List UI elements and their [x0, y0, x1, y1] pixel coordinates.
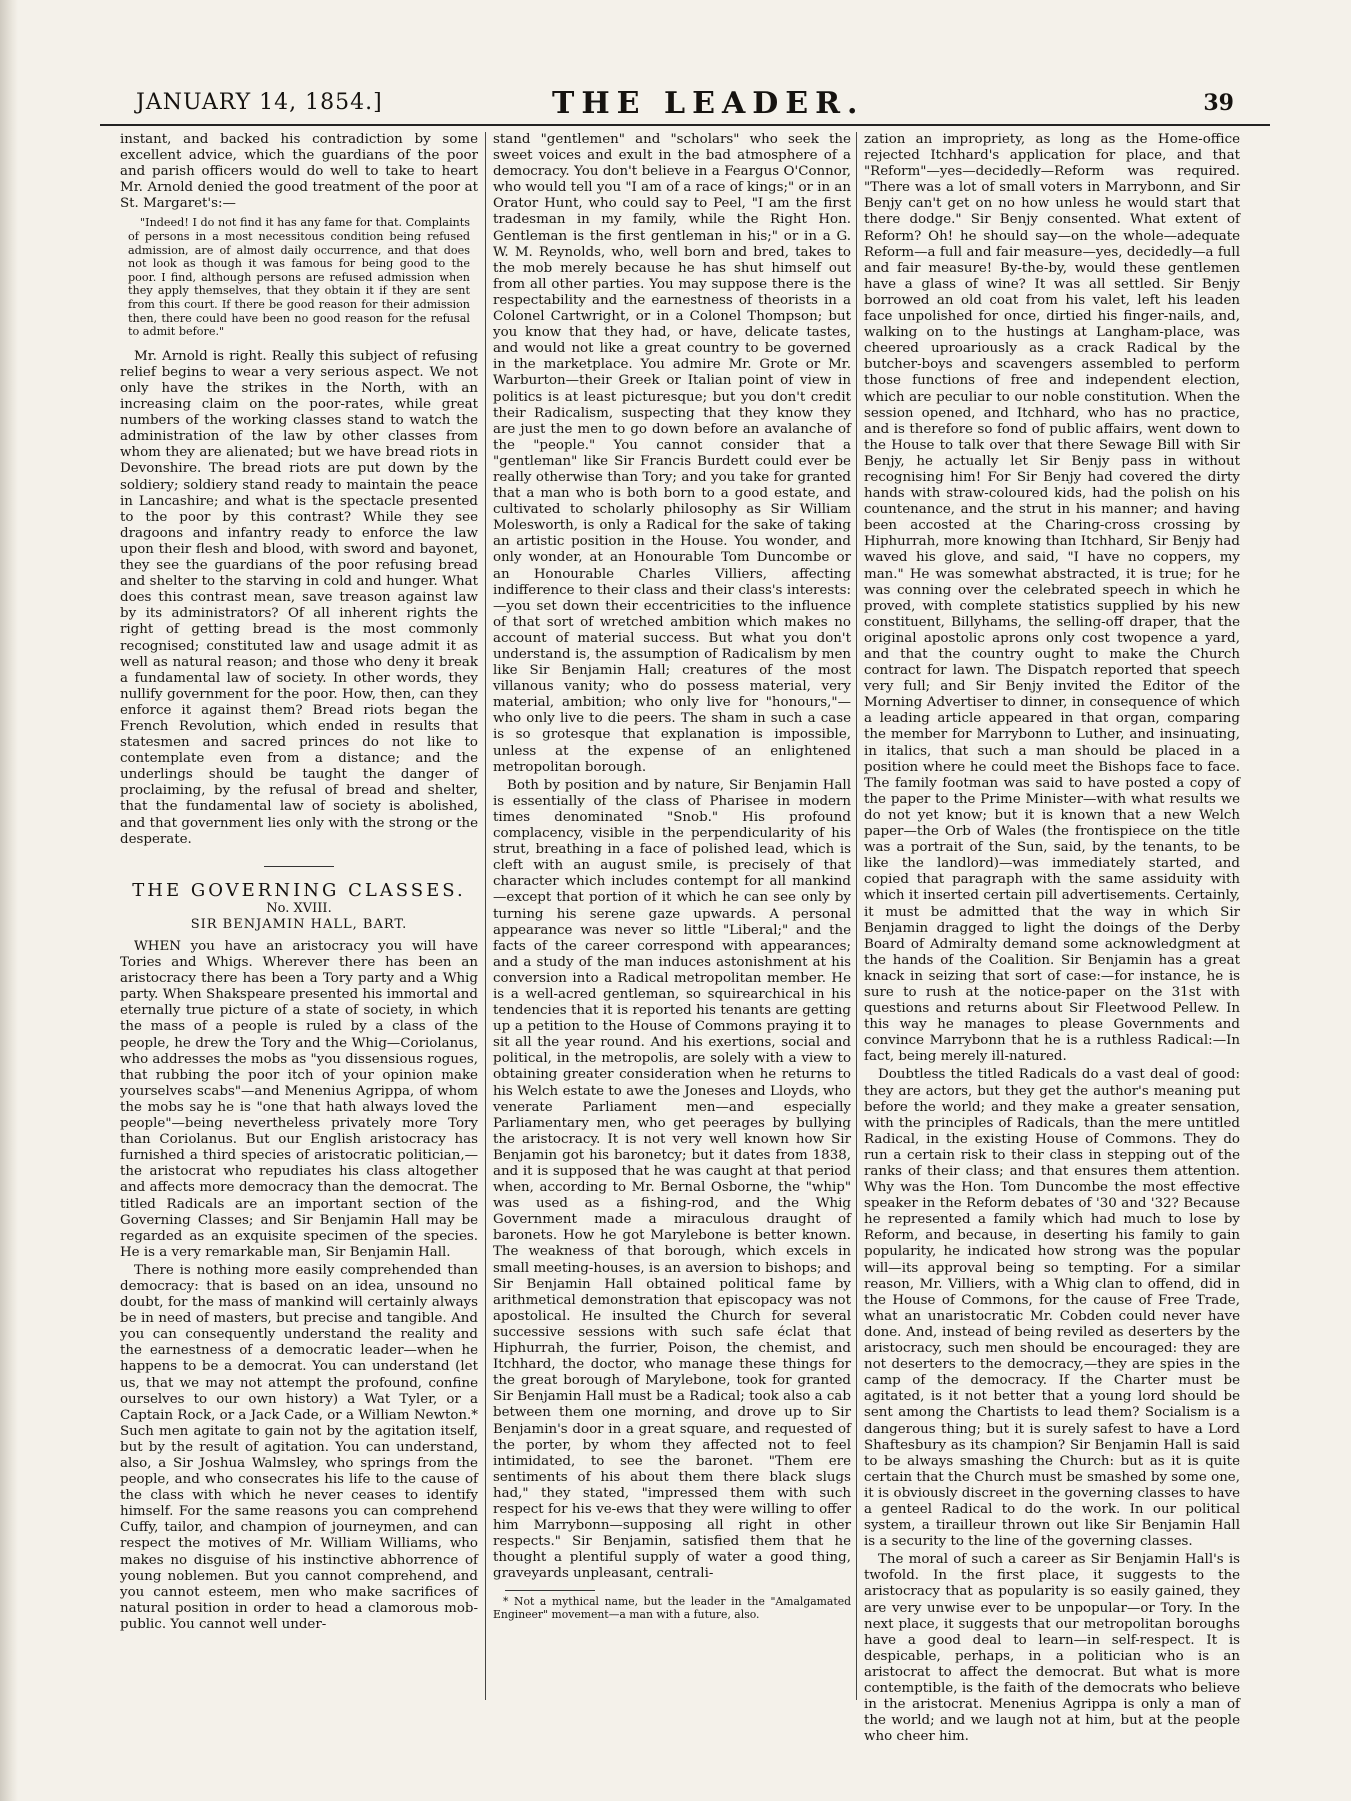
- column-rule: [485, 132, 486, 1700]
- paragraph: There is nothing more easily comprehended than democracy: that is based on an idea, unsound no doubt, for the mass of mankind will certainly always be in need of masters, but precise and tangible. And you can consequently understand the reality and the earnestness of a democratic leader—when he happens to be a democrat. You can understand (let us, that we may not attempt the profound, confine ourselves to our own history) a Wat Tyler, or a Captain Rock, or a Jack Cade, or a William Newton.* Such men agitate to gain not by the agitation itself, but by the result of agitation. You can understand, also, a Sir Joshua Walmsley, who springs from the people, and who consecrates his life to the cause of the class with which he never ceases to identify himself. For the same reasons you can comprehend Cuffy, tailor, and champion of journeymen, and can respect the motives of Mr. William Williams, who makes no disguise of his instinctive abhorrence of young noblemen. But you cannot comprehend, and you cannot esteem, men who make sacrifices of natural position in order to head a clamorous mob-public. You cannot well under-: [120, 1262, 478, 1632]
- paragraph: Doubtless the titled Radicals do a vast deal of good: they are actors, but they get the author's meaning put before the world; and they make a greater sensation, with the principles of Radicals, than the mere untitled Radical, in the existing House of Commons. They do run a certain risk to their class in stepping out of the ranks of their class; and that ensures them attention. Why was the Hon. Tom Duncombe the most effective speaker in the Reform debates of '30 and '32? Because he represented a family which had much to lose by Reform, and because, in deserting his family to gain popularity, he indicated how strong was the popular will—its approval being so tempting. For a similar reason, Mr. Villiers, with a Whig clan to offend, did in the House of Commons, for the cause of Free Trade, what an unaristocratic Mr. Cobden could never have done. And, instead of being reviled as deserters by the aristocracy, such men should be encouraged: they are not deserters to the democracy,—they are spies in the camp of the democracy. If the Charter must be agitated, is it not better that a young lord should be sent among the Chartists to lead them? Socialism is a dangerous thing; but it is surely safest to have a Lord Shaftesbury as its champion? Sir Benjamin Hall is said to be always smashing the Church: but as it is quite certain that the Church must be smashed by some one, it is obviously discreet in the governing classes to have a genteel Radical to do the work. In our political system, a tirailleur thrown out like Sir Benjamin Hall is a security to the line of the governing classes.: [864, 1067, 1240, 1550]
- paragraph: The moral of such a career as Sir Benjamin Hall's is twofold. In the first place, it suggests to the aristocracy that as popularity is so easily gained, they are very unwise ever to be unpopular—or Tory. In the next place, it suggests that our metropolitan boroughs have a good deal to learn—in self-respect. It is despicable, perhaps, in a politician who is an aristocrat to affect the democrat. But what is more contemptible, is the faith of the democrats who believe in the aristocrat. Menenius Agrippa is only a man of the world; and we laugh not at him, but at the people who cheer him.: [864, 1552, 1240, 1745]
- column-1: [120, 132, 478, 1732]
- newspaper-title: THE LEADER.: [552, 86, 865, 121]
- scan-edge: [0, 0, 18, 1801]
- paragraph: stand "gentlemen" and "scholars" who seek the sweet voices and exult in the bad atmosphere of a democracy. You don't believe in a Feargus O'Connor, who would tell you "I am of a race of kings;" or in an Orator Hunt, who could say to Peel, "I am the first tradesman in my family, while the Right Hon. Gentleman is the first gentleman in his;" or in a G. W. M. Reynolds, who, well born and bred, takes to the mob merely because he has shut himself out from all other parties. You may suppose there is the respectability and the earnestness of theorists in a Colonel Cartwright, or in a Colonel Thompson; but you know that they had, or have, delicate tastes, and would not like a great country to be governed in the marketplace. You admire Mr. Grote or Mr. Warburton—their Greek or Italian point of view in politics is at least picturesque; but you don't credit their Radicalism, suspecting that they know they are just the men to go down before an avalanche of the "people." You cannot consider that a "gentleman" like Sir Francis Burdett could ever be really otherwise than Tory; and you take for granted that a man who is both born to a good estate, and cultivated to scholarly philosophy as Sir William Molesworth, is only a Radical for the sake of taking an artistic position in the House. You wonder, and only wonder, at an Honourable Tom Duncombe or an Honourable Charles Villiers, affecting indifference to their class and their class's interests:—you set down their eccentricities to the influence of that sort of wretched ambition which makes no account of material success. But what you don't understand is, the assumption of Radicalism by men like Sir Benjamin Hall; creatures of the most villanous vanity; who do possess material, very material, ambition; who only live for "honours,"—who only live to die peers. The sham in such a case is so grotesque that explanation is impossible, unless at the expense of an enlightened metropolitan borough.: [493, 132, 851, 775]
- column-2: [493, 132, 851, 1732]
- footnote: * Not a mythical name, but the leader in the "Amalgamated Engineer" movement—a man with a future, also.: [493, 1595, 851, 1622]
- column-rule: [856, 132, 857, 1700]
- newspaper-page: [100, 84, 1270, 1784]
- paragraph: Both by position and by nature, Sir Benjamin Hall is essentially of the class of Pharisee in modern times denominated "Snob." His profound complacency, visible in the perpendicularity of his strut, breathing in a face of polished lead, which is cleft with an august smile, is precisely of that character which includes contempt for all mankind—except that portion of it which he can see only by turning his serene gaze upwards. A personal appearance was never so little "Liberal;" and the facts of the career correspond with appearances; and a study of the man induces astonishment at his conversion into a Radical metropolitan member. He is a well-acred gentleman, so squirearchical in his tendencies that it is reported his tenants are getting up a petition to the House of Commons praying it to sit all the year round. And his exertions, social and political, in the metropolis, are solely with a view to obtaining greater consideration when he returns to his Welch estate to awe the Joneses and Lloyds, who venerate Parliament men—and especially Parliamentary men, who get peerages by bullying the aristocracy. It is not very well known how Sir Benjamin got his baronetcy; but it dates from 1838, and it is supposed that he was caught at that period when, according to Mr. Bernal Osborne, the "whip" was used as a fishing-rod, and the Whig Government made a miraculous draught of baronets. How he got Marylebone is better known. The weakness of that borough, which excels in small meeting-houses, is an aversion to bishops; and Sir Benjamin Hall obtained political fame by arithmetical demonstration that episcopacy was not apostolical. He insulted the Church for several successive sessions with such safe éclat that Hiphurrah, the furrier, Poison, the chemist, and Itchhard, the doctor, who manage these things for the great borough of Marylebone, took for granted Sir Benjamin Hall must be a Radical; took also a cab between them one morning, and drove up to Sir Benjamin's door in a great square, and requested of the porter, by whom they affected not to feel intimidated, to see the baronet. "Them ere sentiments of his about them there black slugs had," they stated, "impressed them with such respect for his ve-ews that they were willing to offer him Marrybonn—supposing all right in other respects." Sir Benjamin, satisfied them that he thought a plentiful supply of water a good thing, graveyards unpleasant, centrali-: [493, 777, 851, 1582]
- paragraph: instant, and backed his contradiction by some excellent advice, which the guardians of the poor and parish officers would do well to take to heart Mr. Arnold denied the good treatment of the poor at St. Margaret's:—: [120, 132, 478, 212]
- column-3: [864, 132, 1240, 1745]
- block-quote: "Indeed! I do not find it has any fame for that. Complaints of persons in a most necessitous condition being refused admission, are of almost daily occurrence, and that does not look as though it was famous for being good to the poor. I find, although persons are refused admission when they apply themselves, that they obtain it if they are sent from this court. If there be good reason for their admission then, there could have been no good reason for the refusal to admit before.": [128, 216, 470, 339]
- paragraph: zation an impropriety, as long as the Home-office rejected Itchhard's application for place, and that "Reform"—yes—decidedly—Reform was required. "There was a lot of small voters in Marrybonn, and Sir Benjy can't get on no how unless he would start that there dodge." Sir Benjy consented. What extent of Reform? Oh! he should say—on the whole—adequate Reform—a full and fair measure—yes, decidedly—a full and fair measure! By-the-by, would these gentlemen have a glass of wine? It was all settled. Sir Benjy borrowed an old coat from his valet, left his leaden face unpolished for once, dirtied his finger-nails, and, walking on to the hustings at Langham-place, was cheered uproariously as a crack Radical by the butcher-boys and scavengers assembled to perform those functions of free and independent election, which are peculiar to our noble constitution. When the session opened, and Itchhard, who has no practice, and is therefore so fond of public affairs, went down to the House to talk over that there Sewage Bill with Sir Benjy, he actually let Sir Benjy pass in without recognising him! For Sir Benjy had covered the dirty hands with straw-coloured kids, had the polish on his countenance, and the strut in his manner; and having been accosted at the Charing-cross crossing by Hiphurrah, more knowing than Itchhard, Sir Benjy had waved his glove, and said, "I have no coppers, my man." He was somewhat abstracted, it is true; for he was conning over the celebrated speech in which he proved, with complete statistics supplied by his new constituent, Billyhams, the selling-off draper, that the original apostolic aprons only cost twopence a yard, and that the country ought to make the Church contract for lawn. The Dispatch reported that speech very full; and Sir Benjy invited the Editor of the Morning Advertiser to dinner, in consequence of which a leading article appeared in that organ, comparing the member for Marrybonn to Luther, and insinuating, in italics, that such a man should be placed in a position where he could meet the Bishops face to face. The family footman was said to have posted a copy of the paper to the Prime Minister—with what results we do not yet know; but it is known that a new Welch paper—the Orb of Wales (the frontispiece on the title was a portrait of the Sun, said, by the tenants, to be like the landlord)—was immediately started, and copied that paragraph with the same assiduity with which it inserted certain pill advertisements. Certainly, it must be admitted that the way in which Sir Benjamin dragged to light the doings of the Derby Board of Admiralty demand some acknowledgment at the hands of the Coalition. Sir Benjamin has a great knack in seizing that sort of case:—for instance, he is sure to rush at the notice-paper on the 31st with questions and returns about Sir Fleetwood Pellew. In this way he manages to please Governments and convince Marrybonn that he is a ruthless Radical:—In fact, being merely ill-natured.: [864, 132, 1240, 1065]
- section-subject: SIR BENJAMIN HALL, BART.: [190, 916, 408, 932]
- footnote-rule: [505, 1590, 595, 1591]
- page-number: 39: [1203, 90, 1234, 116]
- issue-date: JANUARY 14, 1854.]: [136, 90, 383, 115]
- section-title: THE GOVERNING CLASSES.: [132, 879, 466, 901]
- masthead: [100, 84, 1270, 126]
- paragraph: Mr. Arnold is right. Really this subject of refusing relief begins to wear a very serious aspect. We not only have the strikes in the North, with an increasing claim on the poor-rates, while great numbers of the working classes stand to watch the administration of the law by other classes from whom they are alienated; but we have bread riots in Devonshire. The bread riots are put down by the soldiery; soldiery stand ready to maintain the peace in Lancashire; and what is the spectacle presented to the poor by this contrast? While they see dragoons and infantry ready to enforce the law upon their flesh and blood, with sword and bayonet, they see the guardians of the poor refusing bread and shelter to the starving in cold and hunger. What does this contrast mean, save treason against law by its administrators? Of all inherent rights the right of getting bread is the most commonly recognised; constituted law and usage admit it as well as natural reason; and those who deny it break a fundamental law of society. In other words, they nullify government for the poor. How, then, can they enforce it against them? Bread riots began the French Revolution, which ended in results that statesmen and sacred princes do not like to contemplate even from a distance; and the underlings should be taught the danger of proclaiming, by the refusal of bread and shelter, that the fundamental law of society is abolished, and that government lies only with the strong or the desperate.: [120, 348, 478, 847]
- section-divider: [264, 866, 334, 867]
- section-number: No. XVIII.: [266, 900, 332, 916]
- paragraph: WHEN you have an aristocracy you will have Tories and Whigs. Wherever there has been an aristocracy there has been a Tory party and a Whig party. When Shakspeare presented his immortal and eternally true picture of a state of society, in which the mass of a people is ruled by a class of the people, he drew the Tory and the Whig—Coriolanus, who addresses the mobs as "you dissensious rogues, that rubbing the poor itch of your opinion make yourselves scabs"—and Menenius Agrippa, of whom the mobs say he is "one that hath always loved the people"—being nevertheless privately more Tory than Coriolanus. But our English aristocracy has furnished a third species of aristocratic politician,—the aristocrat who repudiates his class altogether and affects more democracy than the democrat. The titled Radicals are an important section of the Governing Classes; and Sir Benjamin Hall may be regarded as an exquisite specimen of the species. He is a very remarkable man, Sir Benjamin Hall.: [120, 939, 478, 1260]
